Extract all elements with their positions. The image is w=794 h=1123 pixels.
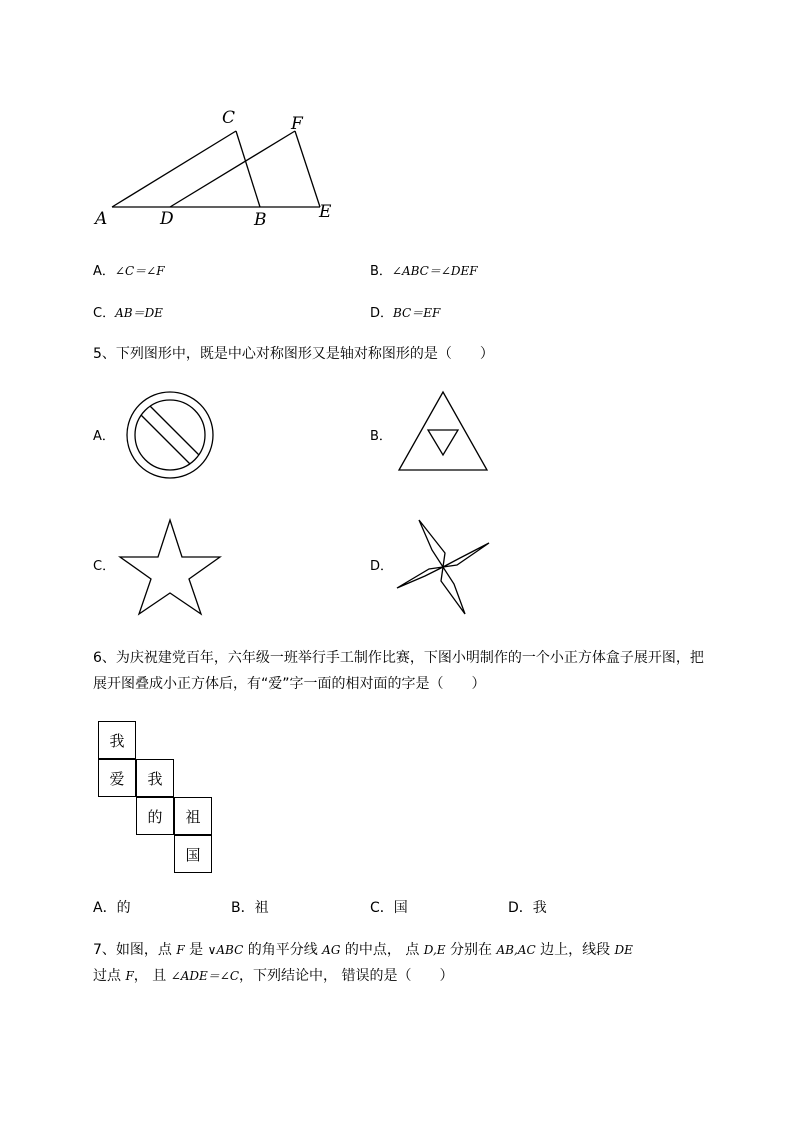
label-d: D xyxy=(160,209,174,229)
label-e: E xyxy=(319,202,332,222)
segment-ac xyxy=(112,131,236,207)
q5-option-a-label[interactable]: A． xyxy=(93,429,115,444)
q6-stem-line2: 展开图叠成小正方体后，有“爱”字一面的相对面的字是（ ） xyxy=(93,676,486,692)
q5-option-b-label[interactable]: B． xyxy=(370,429,392,444)
q6-option-d[interactable]: D．我 xyxy=(508,900,547,916)
label-b: B xyxy=(254,210,267,230)
q4-option-d[interactable]: D．BC＝EF xyxy=(370,306,441,321)
q6-option-c[interactable]: C．国 xyxy=(370,900,408,916)
net-cell-wo-middle: 我 xyxy=(136,759,174,797)
label-c: C xyxy=(222,108,236,128)
label-f: F xyxy=(291,114,303,134)
net-cell-ai: 爱 xyxy=(98,759,136,797)
q6-option-a[interactable]: A．的 xyxy=(93,900,131,916)
segment-cb xyxy=(236,131,260,207)
q7-stem-line1: 7、如图，点 F 是 ∨ABC 的角平分线 AG 的中点， 点 D,E 分别在 AB,AC 边上，线段 DE xyxy=(93,942,633,958)
net-cell-wo-top: 我 xyxy=(98,721,136,759)
net-cell-zu: 祖 xyxy=(174,797,212,835)
q5-option-c-label[interactable]: C． xyxy=(93,559,116,574)
net-cell-de: 的 xyxy=(136,797,174,835)
q4-option-b[interactable]: B．∠ABC＝∠DEF xyxy=(370,264,478,279)
q7-stem-line2: 过点 F， 且 ∠ADE＝∠C，下列结论中， 错误的是（ ） xyxy=(93,968,454,984)
pinwheel-figure xyxy=(395,518,491,616)
segment-df xyxy=(170,131,295,207)
segment-fe xyxy=(295,131,320,207)
q4-triangle-figure xyxy=(90,104,350,234)
q6-option-b[interactable]: B．祖 xyxy=(231,900,269,916)
no-entry-sign-figure xyxy=(124,389,216,481)
net-cell-guo: 国 xyxy=(174,835,212,873)
q5-stem: 5、下列图形中，既是中心对称图形又是轴对称图形的是（ ） xyxy=(93,346,494,362)
q6-stem-line1: 6、为庆祝建党百年，六年级一班举行手工制作比赛，下图小明制作的一个小正方体盒子展开图，把 xyxy=(93,650,704,666)
label-a: A xyxy=(95,209,108,229)
star-figure xyxy=(118,518,222,616)
q5-option-d-label[interactable]: D． xyxy=(370,559,394,574)
nested-triangle-figure xyxy=(396,389,490,473)
q4-option-c[interactable]: C．AB＝DE xyxy=(93,306,163,321)
q4-option-a[interactable]: A．∠C＝∠F xyxy=(93,264,165,279)
